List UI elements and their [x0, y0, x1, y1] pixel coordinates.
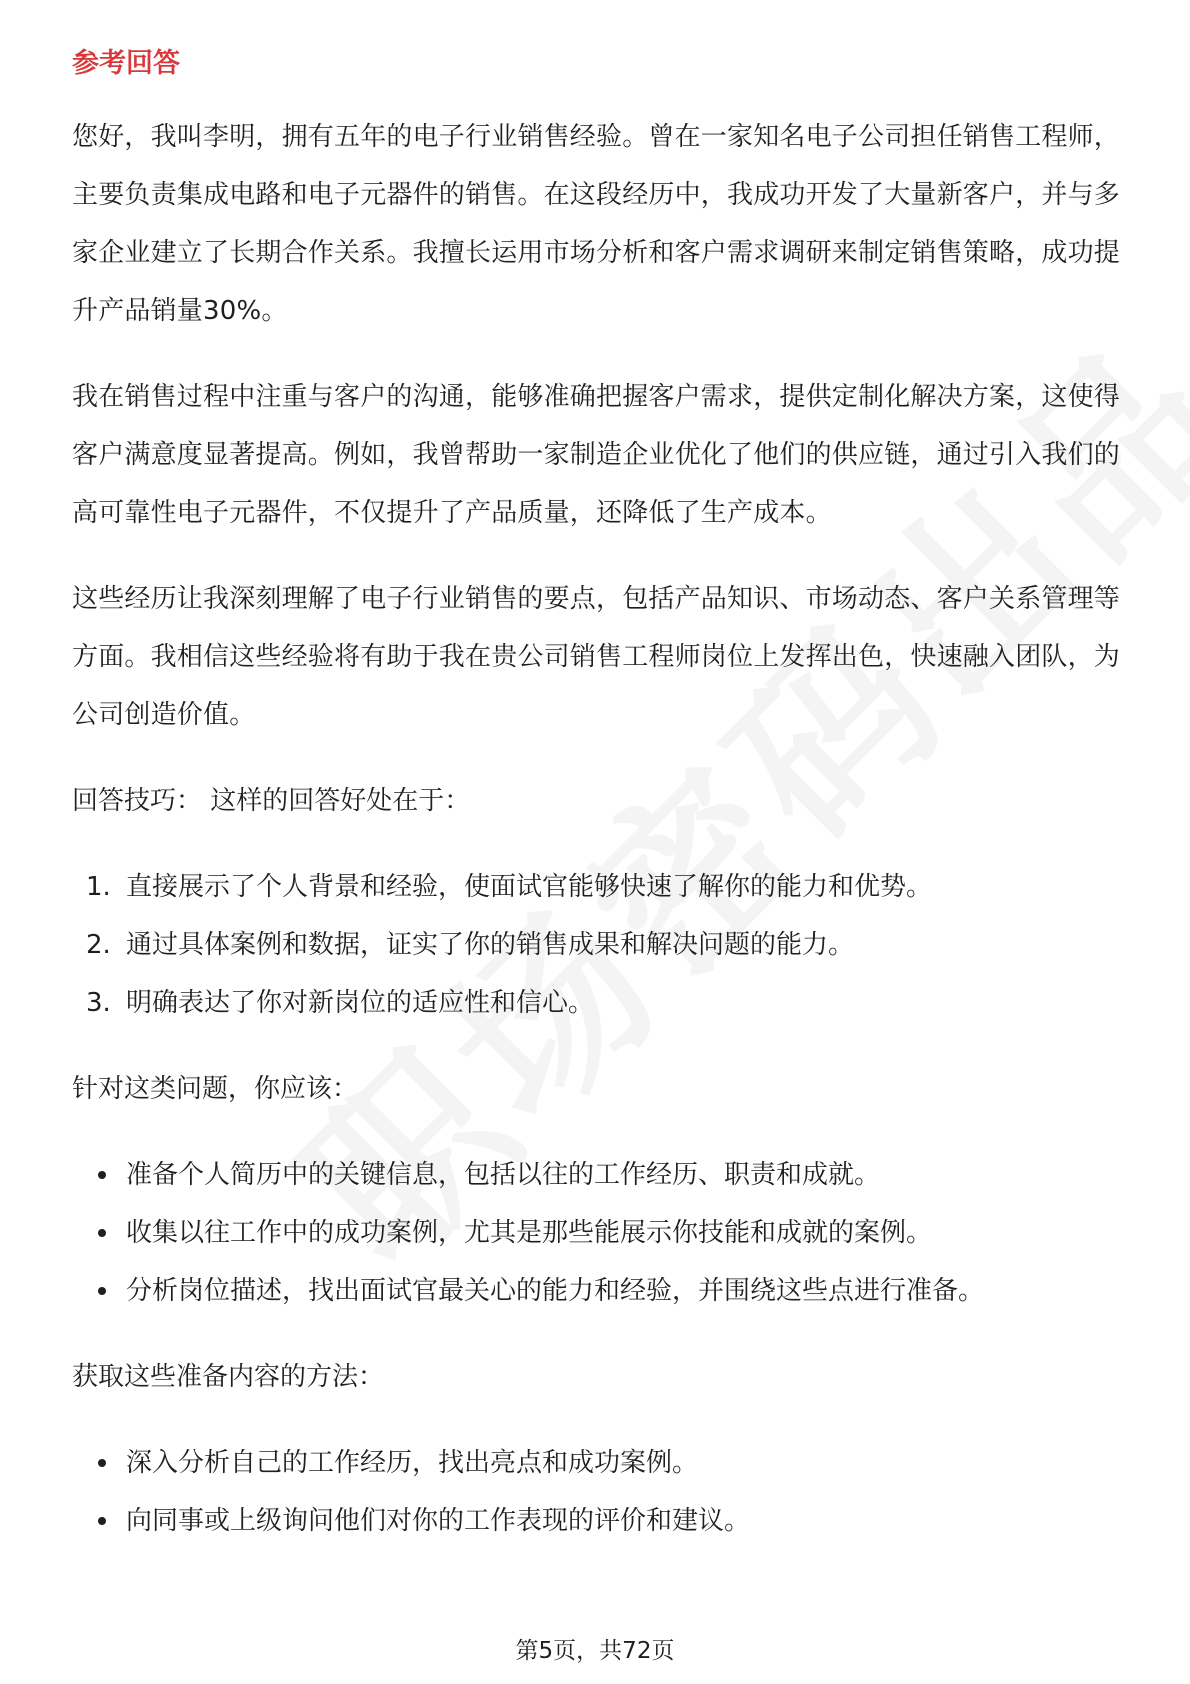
- tips-list: [72, 858, 1122, 1032]
- list-item: [72, 1492, 1122, 1550]
- bullet-icon: [98, 1459, 106, 1467]
- document-page: [72, 44, 1122, 1578]
- answer-paragraph-1: 您好，我叫李明，拥有五年的电子行业销售经验。曾在一家知名电子公司担任销售工程师，主要负责集成电路和电子元器件的销售。在这段经历中，我成功开发了大量新客户，并与多家企业建立了长期合作关系。我擅长运用市场分析和客户需求调研来制定销售策略，成功提升产品销量30%。: [72, 122, 1121, 326]
- methods-list: [72, 1434, 1122, 1550]
- list-item-text: 明确表达了你对新岗位的适应性和信心。: [126, 988, 595, 1018]
- list-item-text: 通过具体案例和数据，证实了你的销售成果和解决问题的能力。: [126, 930, 855, 960]
- answer-paragraph-2: 我在销售过程中注重与客户的沟通，能够准确把握客户需求，提供定制化解决方案，这使得客户满意度显著提高。例如，我曾帮助一家制造企业优化了他们的供应链，通过引入我们的高可靠性电子元器件，不仅提升了产品质量，还降低了生产成本。: [72, 382, 1121, 528]
- bullet-icon: [98, 1287, 106, 1295]
- list-item-text: 收集以往工作中的成功案例，尤其是那些能展示你技能和成就的案例。: [126, 1218, 933, 1248]
- list-number: 2.: [86, 930, 111, 960]
- methods-lead: 获取这些准备内容的方法：: [72, 1362, 385, 1392]
- should-list: [72, 1146, 1122, 1320]
- bullet-icon: [98, 1517, 106, 1525]
- page-footer: 第5页，共72页: [515, 1638, 675, 1664]
- list-item: [72, 916, 1122, 974]
- list-item-text: 向同事或上级询问他们对你的工作表现的评价和建议。: [126, 1506, 751, 1536]
- bullet-icon: [98, 1229, 106, 1237]
- list-item: [72, 974, 1122, 1032]
- list-item: [72, 1204, 1122, 1262]
- bullet-icon: [98, 1171, 106, 1179]
- list-item-text: 分析岗位描述，找出面试官最关心的能力和经验，并围绕这些点进行准备。: [126, 1276, 985, 1306]
- list-item: [72, 1146, 1122, 1204]
- list-item-text: 直接展示了个人背景和经验，使面试官能够快速了解你的能力和优势。: [126, 872, 933, 902]
- list-item-text: 准备个人简历中的关键信息，包括以往的工作经历、职责和成就。: [126, 1160, 881, 1190]
- list-item-text: 深入分析自己的工作经历，找出亮点和成功案例。: [126, 1448, 699, 1478]
- list-number: 3.: [86, 988, 111, 1018]
- tips-lead: 回答技巧： 这样的回答好处在于：: [72, 786, 471, 816]
- list-item: [72, 1262, 1122, 1320]
- list-item: [72, 1434, 1122, 1492]
- should-lead: 针对这类问题，你应该：: [72, 1074, 359, 1104]
- list-number: 1.: [86, 872, 111, 902]
- section-title: 参考回答: [72, 48, 180, 79]
- list-item: [72, 858, 1122, 916]
- answer-paragraph-3: 这些经历让我深刻理解了电子行业销售的要点，包括产品知识、市场动态、客户关系管理等方面。我相信这些经验将有助于我在贵公司销售工程师岗位上发挥出色，快速融入团队，为公司创造价值。: [72, 584, 1121, 730]
